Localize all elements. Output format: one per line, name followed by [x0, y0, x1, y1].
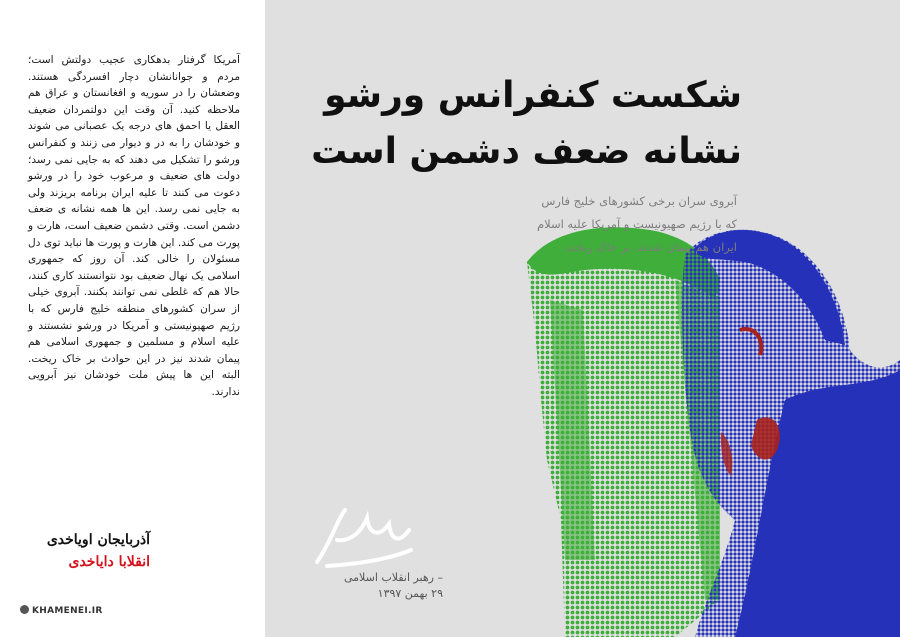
brand-site	[20, 605, 103, 616]
signature-mark	[307, 500, 417, 580]
brand-slogan-line1: آذربایجان اویاخدی	[46, 532, 150, 548]
text-panel	[0, 0, 265, 637]
title-line-1: شکست کنفرانس ورشو	[324, 75, 742, 116]
subtitle-line: آبروی سران برخی کشورهای خلیج فارس	[541, 194, 737, 208]
poster-subtitle	[407, 190, 737, 259]
attribution-role: – رهبر انقلاب اسلامی	[344, 571, 443, 584]
title-line-2: نشانه ضعف دشمن است	[311, 131, 742, 172]
attribution-date: ۲۹ بهمن ۱۳۹۷	[377, 587, 443, 600]
poster-panel	[265, 0, 900, 637]
subtitle-line: ایران هم پیمان شدند، بر خاک ریخت	[565, 240, 737, 254]
poster-title	[302, 68, 742, 180]
subtitle-line: که با رژیم صهیونیست و آمریکا علیه اسلام	[536, 217, 737, 231]
khamenei-logo-icon	[20, 605, 29, 614]
brand-slogan-line2: انقلابا دایاخدی	[68, 554, 150, 570]
attribution	[313, 570, 443, 602]
brand-site-text: KHAMENEI.IR	[32, 606, 103, 616]
quote-body-text: آمریکا گرفتار بدهکاری عجیب دولتش است؛ مردم و جوانانشان دچار افسردگی هستند. وضعشان را در سوریه و افغانستان و عراق هم ملاحظه کنید. آن وقت این دولتمردان ضعیف العقل یا احمق های درجه یک عصبانی می شوند و خودشان را به در و دیوار می زنند و کنفرانس ورشو را تشکیل می دهند که به جایی نمی رسد؛ دولت های ضعیف و مرعوب خود را در ورشو دعوت می کنند تا علیه ایران برنامه بریزند ولی به جایی نمی رسد. این ها همه نشانه ی ضعف دشمن است. وقتی دشمن ضعیف است، هارت و پورت می کند. این هارت و پورت ها نباید توی دل مسئولان را خالی کند. آن روز که جمهوری اسلامی یک نهال ضعیف بود نتوانستند کاری کنند، حالا هم که غلطی نمی توانند بکنند. آبروی خیلی از سران کشورهای منطقه خلیج فارس که با رژیم صهیونیستی و آمریکا در ورشو نشستند و علیه اسلام و مسلمین و جمهوری اسلامی هم پیمان شدند نیز در این حوادث بر خاک ریخت. البته این ها پیش ملت خودشان نیز آبرویی ندارند.	[28, 54, 240, 398]
brand-block	[20, 532, 150, 622]
